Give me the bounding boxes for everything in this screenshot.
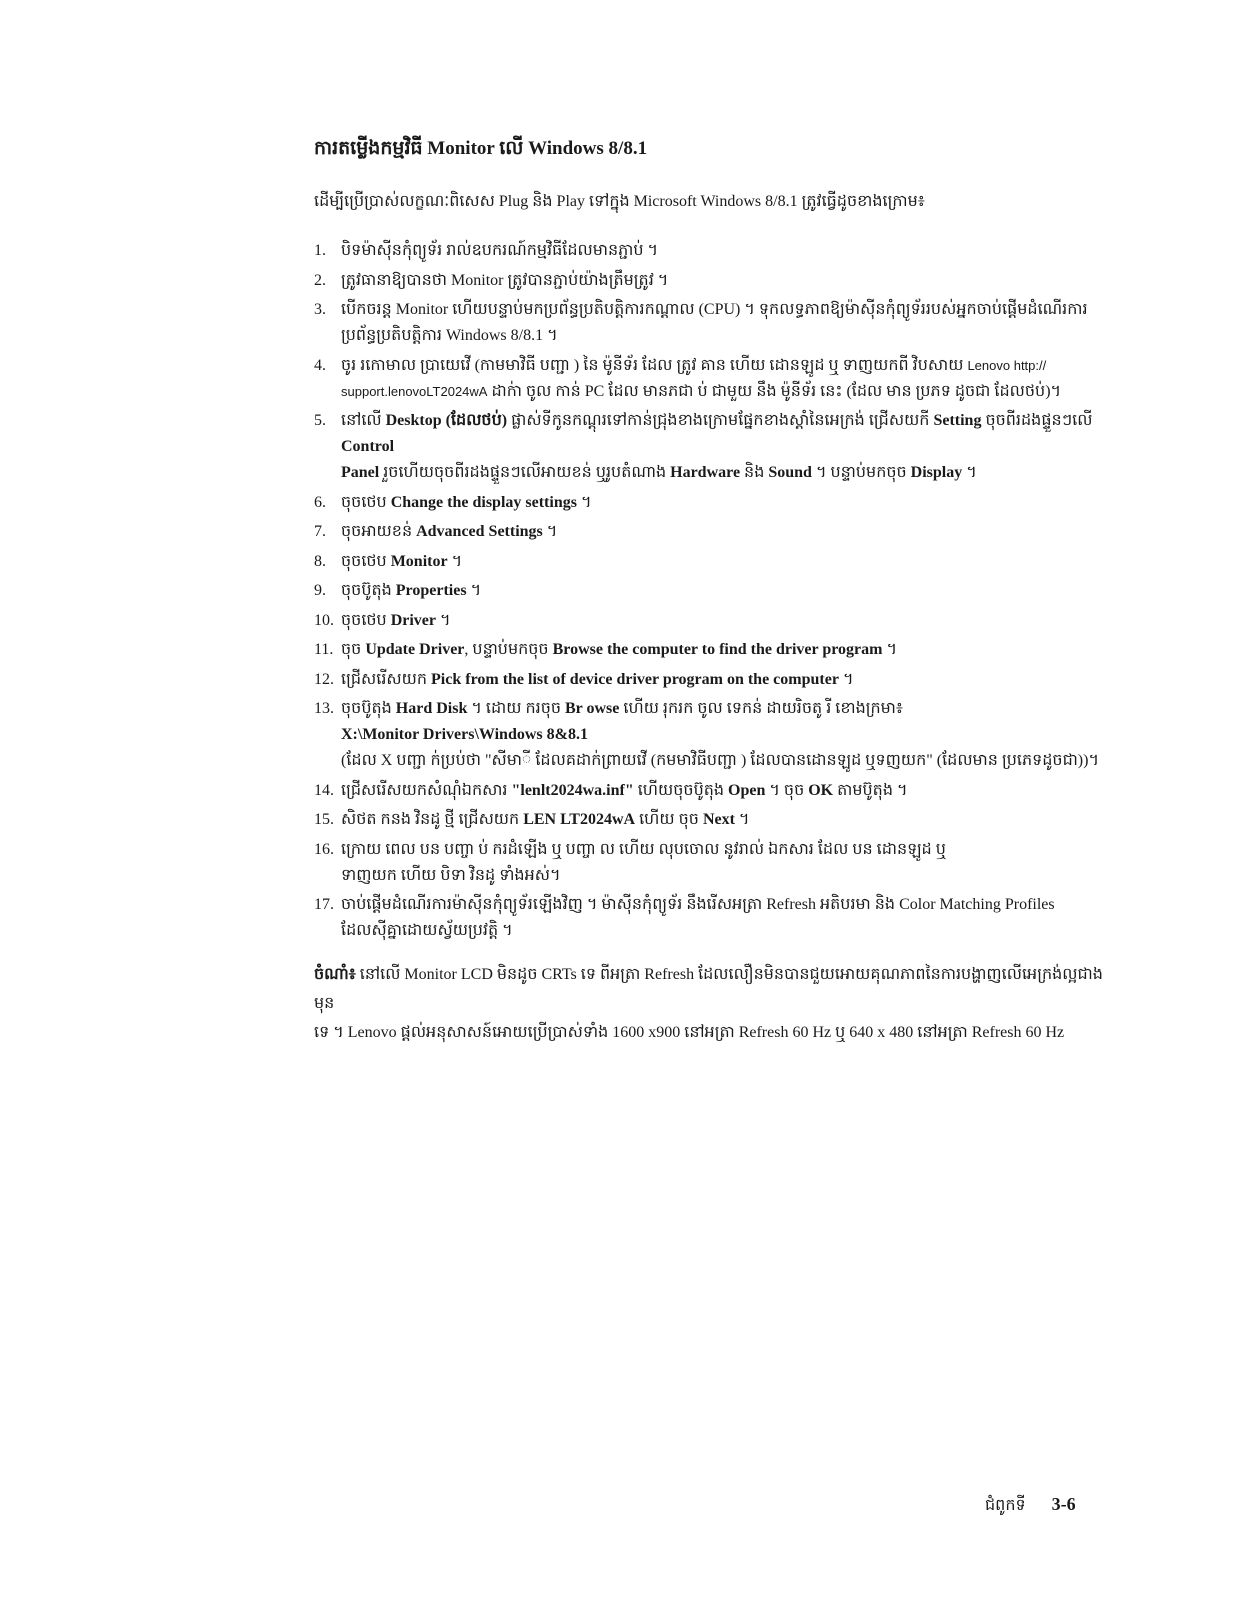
step-fragment: ចុចប៊ូតុង	[341, 582, 396, 599]
step-fragment: សិថត កនង វិនដូ ថ្មី ជ្រើសយក	[341, 811, 524, 828]
step-emphasis: Sound	[768, 464, 812, 481]
step-number: 12.	[314, 670, 334, 688]
step-fragment: ប្រព័ន្ធប្រតិបត្តិការ Windows 8/8.1 ។	[341, 327, 558, 344]
step-line	[341, 696, 1144, 722]
step-fragment: ដាក់ា ចូល កាន់ PC ដែល មានភជា ប់ ជាមួយ នឹង ម៉ូនីទ័រ នេះ (ដែល មាន ប្រភទ ដូចជា ដែលថប់)។	[487, 382, 1062, 400]
step-item	[314, 837, 1144, 889]
step-fragment: ។ ដោយ ករចុច	[467, 700, 565, 717]
step-text	[341, 892, 1144, 944]
step-emphasis: X:\Monitor Drivers\Windows 8&8.1	[341, 726, 588, 743]
step-fragment: ហើយ រុករក ចូល ទេកន់ ដាយរិចតូ រី ខោងក្រមា៖	[619, 700, 903, 717]
step-text	[341, 837, 1144, 889]
step-emphasis: Pick from the list of device driver program on the computer	[431, 670, 839, 688]
step-fragment: ផ្លាស់ទីកូនកណ្តុរទៅកាន់ជ្រុងខាងក្រោមផ្នែកខាងស្តាំនៃអេក្រង់ ជ្រើសយកី	[507, 412, 934, 429]
step-emphasis: Desktop (ដែលថប់)	[385, 412, 508, 429]
step-fragment: ចុចថេប	[341, 611, 391, 629]
step-fragment: ចុចពីរដងផ្ទួនៗលើ	[981, 412, 1093, 429]
step-item	[314, 297, 1144, 349]
step-fragment: ហើយចុចប៊ូតុង	[633, 781, 729, 799]
step-line	[341, 637, 1144, 663]
step-fragment: Lenovo http://	[967, 357, 1047, 373]
note-text-1: នៅលើ Monitor LCD មិនដូច CRTs ទេ ពីអត្រា Refresh ដែលលឿនមិនបានជួយអោយគុណភាពនៃការបង្ហាញលើអេក្រង់ល្អជាងមុន	[314, 966, 1103, 1012]
step-emphasis: Hardware	[670, 464, 741, 481]
step-number: 11.	[314, 641, 334, 658]
step-item	[314, 578, 1144, 604]
step-fragment: support.lenovoLT2024wA	[341, 383, 488, 399]
step-emphasis: Advanced Settings	[416, 523, 543, 540]
step-emphasis: Update Driver	[365, 641, 465, 658]
step-number: 17.	[314, 896, 334, 913]
step-number: 9.	[314, 582, 326, 599]
step-fragment: ចុចប៊ូតុង	[341, 700, 396, 717]
step-item	[314, 353, 1144, 405]
step-text	[341, 667, 1144, 693]
step-text	[341, 297, 1144, 349]
step-emphasis: LEN LT2024wA	[523, 811, 636, 828]
step-emphasis: Hard Disk	[395, 700, 468, 717]
step-number: 15.	[314, 811, 334, 828]
step-item	[314, 408, 1144, 486]
step-fragment: នៅលើ	[341, 412, 386, 429]
step-fragment: ។	[436, 611, 451, 629]
step-text	[341, 490, 1144, 516]
step-line	[341, 918, 1144, 944]
note-line-1	[314, 960, 1114, 1018]
page-footer	[985, 1494, 1076, 1518]
step-text	[341, 408, 1144, 486]
step-emphasis: "lenlt2024wa.inf"	[511, 781, 634, 799]
step-line	[341, 892, 1144, 918]
step-number: 10.	[314, 611, 334, 629]
step-line	[341, 238, 1144, 264]
step-fragment: ។	[882, 641, 898, 658]
step-emphasis: Br owse	[565, 700, 620, 717]
step-item	[314, 637, 1144, 663]
step-fragment: ចូរ រកោមាល ប្រាយេវើ (កាមមាវិធី បញ្ជា ) នៃ ម៉ូនីទ័រ ដែល ត្រូវ គាន ហើយ ដោនឡូដ ឬ ទាញយកពី វិបសាយ	[341, 356, 968, 374]
step-fragment: , បន្ទាប់មកចុច	[464, 641, 553, 658]
step-number: 5.	[314, 412, 326, 429]
step-number: 2.	[314, 271, 326, 289]
step-number: 1.	[314, 242, 326, 259]
step-fragment: ។	[466, 582, 482, 599]
step-number: 7.	[314, 523, 326, 540]
step-emphasis: Browse the computer to find the driver program	[552, 641, 883, 658]
step-fragment: ជ្រើសរើសយក	[341, 670, 432, 688]
step-number: 14.	[314, 781, 334, 799]
step-fragment: ។	[962, 464, 977, 481]
step-fragment: ។	[542, 523, 558, 540]
step-line	[341, 778, 1144, 804]
step-fragment: ។	[576, 493, 592, 511]
step-text	[341, 519, 1144, 545]
step-line	[341, 268, 1144, 294]
step-emphasis: Control	[341, 438, 395, 455]
step-number: 13.	[314, 700, 334, 717]
step-line	[341, 379, 1144, 405]
step-item	[314, 667, 1144, 693]
step-line	[341, 353, 1144, 379]
step-text	[341, 696, 1144, 774]
step-line	[341, 549, 1144, 575]
step-line	[341, 323, 1144, 349]
step-emphasis: Setting	[933, 412, 982, 429]
step-fragment: ក្រោយ ពេល បន បញ្ចា ប់ ករដំឡើង ឬ បញ្ចា ល ហើយ លុបចោល នូវរាល់ ឯកសារ ដែល បន ដោនឡូដ ឬ	[341, 840, 946, 858]
step-fragment: ។ ចុច	[765, 781, 809, 799]
step-emphasis: Open	[728, 781, 766, 799]
step-item	[314, 268, 1144, 294]
step-fragment: (ដែល X បញ្ជា ក់ប្រប់ថា "សីមាី ដែលគដាក់ព្រាយវើ (កមមាវិធីបញ្ជា ) ដែលបានដោនឡូដ ឬទញយក" (ដែលមាន ប្រភេទដូចជា))។	[341, 752, 1100, 769]
step-fragment: ចុច	[341, 641, 366, 658]
step-item	[314, 892, 1144, 944]
step-emphasis: Panel	[341, 464, 380, 481]
step-item	[314, 807, 1144, 833]
step-fragment: ត្រូវធានាឱ្យបានថា Monitor ត្រូវបានភ្ជាប់យ៉ាងត្រឹមត្រូវ ។	[341, 271, 669, 289]
step-text	[341, 268, 1144, 294]
step-emphasis: Next	[702, 811, 735, 828]
step-line	[341, 408, 1144, 460]
step-line	[341, 722, 1144, 748]
note-paragraph	[314, 960, 1114, 1047]
steps-list	[314, 238, 1144, 948]
note-text-2: ទេ ។ Lenovo ផ្តល់អនុសាសន៍អោយប្រើប្រាស់ទាំង 1600 x900 នៅអត្រា Refresh 60 Hz ឬ 640 x 480 នៅអត្រា Refresh 60 Hz	[314, 1024, 1065, 1041]
step-line	[341, 667, 1144, 693]
step-line	[341, 837, 1144, 863]
step-line	[341, 460, 1144, 486]
step-text	[341, 549, 1144, 575]
step-line	[341, 608, 1144, 634]
chapter-label: ជំពូកទី	[985, 1497, 1026, 1514]
step-fragment: ។	[838, 670, 854, 688]
step-fragment: ចុចអាយខន់	[341, 523, 417, 540]
note-label: ចំណាំ៖	[314, 966, 356, 983]
step-fragment: ។ បន្ទាប់មកចុច	[811, 464, 911, 481]
step-item	[314, 490, 1144, 516]
step-fragment: ហើយ ចុច	[635, 811, 703, 828]
step-item	[314, 238, 1144, 264]
page-number: 3-6	[1051, 1494, 1076, 1514]
step-fragment: ។	[447, 552, 463, 570]
step-fragment: ។	[734, 811, 750, 828]
step-item	[314, 778, 1144, 804]
step-text	[341, 238, 1144, 264]
step-item	[314, 549, 1144, 575]
step-fragment: ចុចថេប	[341, 493, 391, 511]
intro-paragraph: ដើម្បីប្រើប្រាស់លក្ខណៈពិសេស Plug និង Play ទៅក្នុង Microsoft Windows 8/8.1 ត្រូវធ្វើដូចខាងក្រោម៖	[314, 193, 925, 210]
step-text	[341, 608, 1144, 634]
step-emphasis: Display	[910, 464, 963, 481]
step-fragment: ជ្រើសរើសយកសំណុំឯកសារ	[341, 781, 512, 799]
step-line	[341, 519, 1144, 545]
step-fragment: និង	[740, 464, 769, 481]
step-fragment: ចុចថេប	[341, 552, 391, 570]
step-number: 8.	[314, 552, 326, 570]
step-number: 6.	[314, 493, 326, 511]
step-fragment: បិទម៉ាស៊ីនកុំព្យូទ័រ រាល់ឧបករណ៍កម្មវិធីដែលមានភ្ជាប់ ។	[341, 242, 659, 259]
step-emphasis: Driver	[390, 611, 437, 629]
step-fragment: រួចហើយចុចពីរដងផ្ទួនៗលើអាយខន់ ឬរូបតំណាង	[379, 464, 671, 481]
step-text	[341, 353, 1144, 405]
step-number: 4.	[314, 356, 326, 374]
step-line	[341, 863, 1144, 889]
step-fragment: តាមប៊ូតុង ។	[833, 781, 908, 799]
step-number: 3.	[314, 301, 326, 318]
step-fragment: ទាញយក ហើយ បិទា វិនដូ ទាំងអស់។	[341, 866, 561, 884]
step-text	[341, 637, 1144, 663]
step-item	[314, 519, 1144, 545]
step-text	[341, 778, 1144, 804]
step-text	[341, 578, 1144, 604]
step-number: 16.	[314, 840, 334, 858]
step-fragment: ចាប់ផ្តើមដំណើរការម៉ាស៊ីនកុំព្យូទ័រឡើងវិញ ។ ម៉ាស៊ីនកុំព្យូទ័រ នឹងរើសអត្រា Refresh អតិបរមា និង Color Matching Profiles	[341, 896, 1055, 913]
step-line	[341, 490, 1144, 516]
step-fragment: បើកចរន្ត Monitor ហើយបន្ទាប់មកប្រព័ន្ធប្រតិបត្តិការកណ្តាល (CPU) ។ ទុកលទ្ធភាពឱ្យម៉ាស៊ីនកុំព្យូទ័ររបស់អ្នកចាប់ផ្តើមដំណើរការ	[341, 301, 1088, 318]
step-line	[341, 578, 1144, 604]
step-emphasis: OK	[808, 781, 834, 799]
step-fragment: ដែលស៊ីគ្នាដោយស្វ័យប្រវត្តិ ។	[341, 922, 513, 939]
step-item	[314, 608, 1144, 634]
step-emphasis: Change the display settings	[390, 493, 577, 511]
step-line	[341, 748, 1144, 774]
step-item	[314, 696, 1144, 774]
step-emphasis: Properties	[395, 582, 467, 599]
step-line	[341, 807, 1144, 833]
step-emphasis: Monitor	[390, 552, 448, 570]
page-title: ការតម្លើងកម្មវិធី Monitor លើ Windows 8/8.1	[314, 138, 648, 159]
step-text	[341, 807, 1144, 833]
step-line	[341, 297, 1144, 323]
